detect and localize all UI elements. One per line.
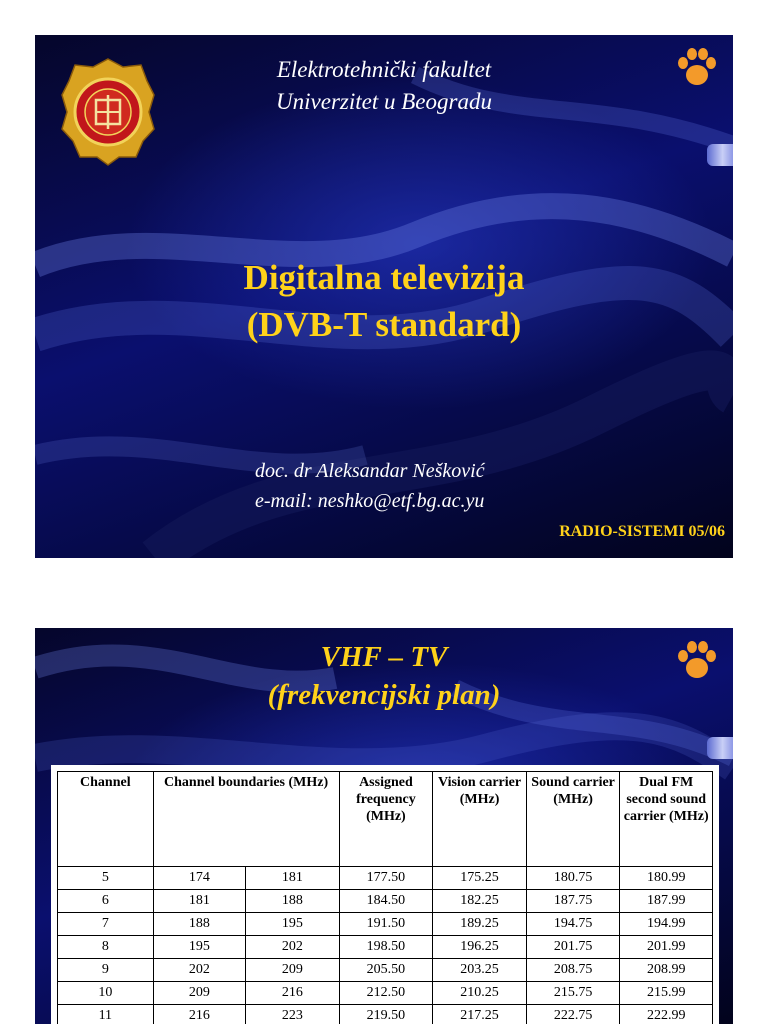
cell-upper: 209 — [246, 959, 339, 982]
header-boundaries: Channel boundaries (MHz) — [153, 772, 339, 867]
table-row — [58, 1005, 713, 1024]
table-header-row — [58, 772, 713, 867]
cell-lower: 209 — [153, 982, 245, 1005]
cell-assigned: 191.50 — [339, 913, 433, 936]
cell-sound: 187.75 — [526, 890, 620, 913]
title-slide — [35, 35, 733, 558]
slide-tab-marker — [707, 737, 733, 759]
header-sound: Sound carrier (MHz) — [526, 772, 620, 867]
cell-sound: 180.75 — [526, 867, 620, 890]
cell-dual: 187.99 — [620, 890, 713, 913]
cell-lower: 202 — [153, 959, 245, 982]
cell-dual: 180.99 — [620, 867, 713, 890]
cell-vision: 175.25 — [433, 867, 527, 890]
cell-lower: 181 — [153, 890, 245, 913]
cell-channel: 6 — [58, 890, 154, 913]
cell-dual: 208.99 — [620, 959, 713, 982]
cell-vision: 203.25 — [433, 959, 527, 982]
table-row — [58, 913, 713, 936]
cell-dual: 201.99 — [620, 936, 713, 959]
course-label: RADIO-SISTEMI 05/06 — [559, 523, 725, 540]
cell-sound: 201.75 — [526, 936, 620, 959]
cell-channel: 9 — [58, 959, 154, 982]
cell-lower: 188 — [153, 913, 245, 936]
cell-dual: 215.99 — [620, 982, 713, 1005]
university-name: Univerzitet u Beogradu — [276, 89, 492, 114]
cell-upper: 223 — [246, 1005, 339, 1024]
cell-assigned: 219.50 — [339, 1005, 433, 1024]
cell-vision: 217.25 — [433, 1005, 527, 1024]
frequency-table — [57, 771, 713, 1024]
cell-dual: 222.99 — [620, 1005, 713, 1024]
cell-assigned: 177.50 — [339, 867, 433, 890]
cell-channel: 7 — [58, 913, 154, 936]
cell-channel: 11 — [58, 1005, 154, 1024]
cell-assigned: 212.50 — [339, 982, 433, 1005]
slide-title-line1: Digitalna televizija — [243, 258, 525, 297]
cell-lower: 195 — [153, 936, 245, 959]
cell-assigned: 198.50 — [339, 936, 433, 959]
slide-title-line2: (frekvencijski plan) — [267, 679, 501, 711]
table-row — [58, 890, 713, 913]
slide-title-line2: (DVB-T standard) — [246, 305, 522, 344]
header-assigned: Assigned frequency (MHz) — [339, 772, 433, 867]
cell-upper: 188 — [246, 890, 339, 913]
cell-upper: 181 — [246, 867, 339, 890]
cell-sound: 222.75 — [526, 1005, 620, 1024]
cell-upper: 195 — [246, 913, 339, 936]
cell-vision: 196.25 — [433, 936, 527, 959]
cell-dual: 194.99 — [620, 913, 713, 936]
slide-title-line1: VHF – TV — [320, 641, 448, 673]
cell-channel: 8 — [58, 936, 154, 959]
cell-upper: 202 — [246, 936, 339, 959]
table-row — [58, 959, 713, 982]
table-row — [58, 982, 713, 1005]
cell-assigned: 205.50 — [339, 959, 433, 982]
header-dual: Dual FM second sound carrier (MHz) — [620, 772, 713, 867]
faculty-name: Elektrotehnički fakultet — [276, 57, 492, 82]
cell-sound: 194.75 — [526, 913, 620, 936]
cell-channel: 10 — [58, 982, 154, 1005]
cell-sound: 215.75 — [526, 982, 620, 1005]
cell-vision: 182.25 — [433, 890, 527, 913]
table-row — [58, 936, 713, 959]
author-email: e-mail: neshko@etf.bg.ac.yu — [255, 490, 485, 512]
cell-channel: 5 — [58, 867, 154, 890]
header-channel: Channel — [58, 772, 154, 867]
cell-lower: 216 — [153, 1005, 245, 1024]
table-row — [58, 867, 713, 890]
cell-upper: 216 — [246, 982, 339, 1005]
frequency-plan-slide — [35, 628, 733, 1024]
header-vision: Vision carrier (MHz) — [433, 772, 527, 867]
cell-assigned: 184.50 — [339, 890, 433, 913]
frequency-table-container — [51, 765, 719, 1024]
author-name: doc. dr Aleksandar Nešković — [255, 460, 485, 482]
cell-vision: 189.25 — [433, 913, 527, 936]
slide-tab-marker — [707, 144, 733, 166]
cell-lower: 174 — [153, 867, 245, 890]
cell-sound: 208.75 — [526, 959, 620, 982]
cell-vision: 210.25 — [433, 982, 527, 1005]
